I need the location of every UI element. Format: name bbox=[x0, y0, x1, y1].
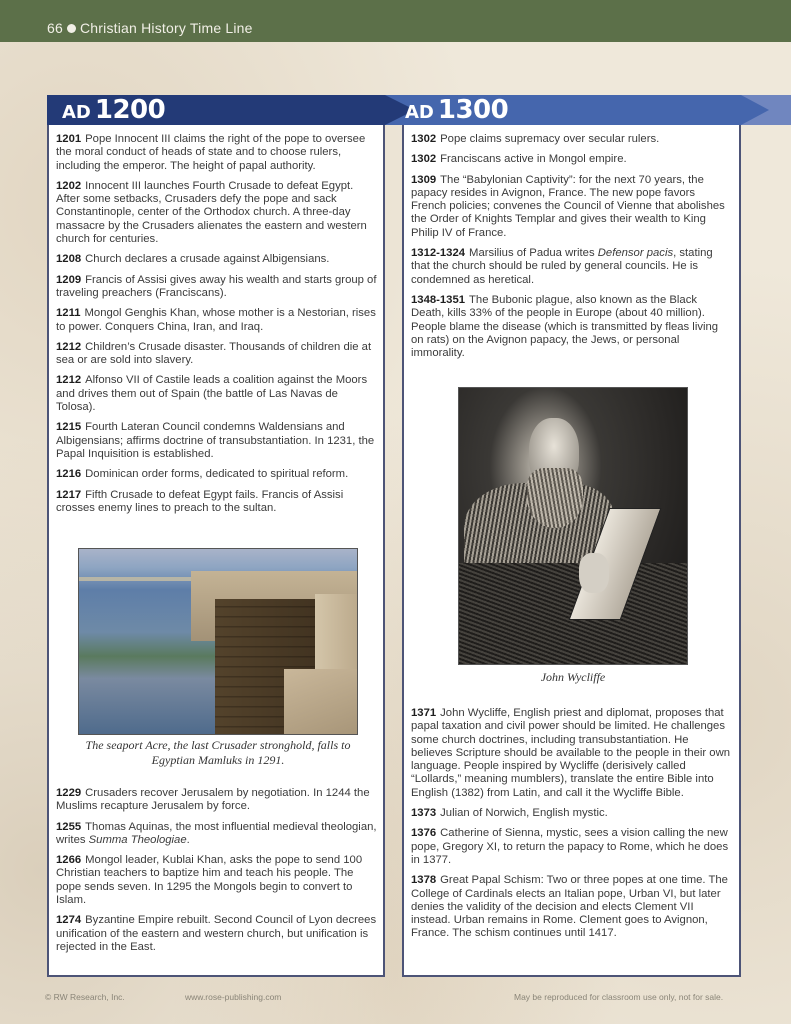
banner-arrow-1300-icon bbox=[741, 95, 769, 125]
entry-text: Mongol Genghis Khan, whose mother is a Nestorian, rises to power. Conquers China, Iran, and Iraq. bbox=[56, 307, 376, 333]
entry-text: Alfonso VII of Castile leads a coalition against the Moors and drives them out of Spain (the battle of Las Navas de Tolosa). bbox=[56, 374, 368, 414]
timeline-entry bbox=[56, 307, 377, 334]
entry-year: 1229 bbox=[56, 787, 82, 799]
timeline-entry bbox=[411, 827, 733, 867]
entry-text: Innocent III launches Fourth Crusade to defeat Egypt. After some setbacks, Crusaders defy the pope and sack Constantinople, center of the Orthodox church. A three-day massacre by the Crusaders alienates the eastern and western church for centuries. bbox=[56, 179, 367, 246]
timeline-entry bbox=[411, 247, 733, 287]
engraving-beard bbox=[527, 468, 583, 528]
entry-year: 1371 bbox=[411, 707, 437, 719]
entry-text: The Bubonic plague, also known as the Black Death, kills 33% of the people in Europe (about 40 million). People blame the disease (which is transmitted by fleas living on rats) on the Avignon papacy, the Jews, or personal immorality. bbox=[411, 293, 719, 360]
photo-horizon bbox=[79, 577, 191, 581]
footer-notice: May be reproduced for classroom use only, not for sale. bbox=[514, 992, 724, 1002]
timeline-entry bbox=[411, 707, 733, 800]
entry-text: Julian of Norwich, English mystic. bbox=[440, 807, 608, 820]
entry-text: Church declares a crusade against Albigensians. bbox=[85, 253, 330, 266]
timeline-entry bbox=[56, 421, 377, 461]
entries-1300s-top bbox=[411, 133, 733, 367]
entries-1200s-top bbox=[56, 133, 377, 522]
bullet-dot-icon bbox=[67, 24, 76, 33]
timeline-entry bbox=[411, 294, 733, 360]
timeline-entry bbox=[56, 914, 377, 954]
entry-text: , stating that the church should be ruled by general councils. He is condemned as heretical. bbox=[411, 247, 713, 286]
entry-text: Thomas Aquinas, the most influential medieval theologian, writes bbox=[56, 820, 377, 846]
entry-text: . bbox=[186, 833, 190, 846]
timeline-entry bbox=[56, 787, 377, 814]
entry-year: 1215 bbox=[56, 421, 82, 434]
entry-text: Francis of Assisi gives away his wealth and starts group of traveling preachers (Franciscans). bbox=[56, 273, 377, 299]
entry-year: 1211 bbox=[56, 307, 81, 320]
entry-year: 1373 bbox=[411, 807, 437, 820]
timeline-column-1300s bbox=[402, 125, 741, 977]
entry-year: 1212 bbox=[56, 374, 82, 387]
entry-text: Dominican order forms, dedicated to spiritual reform. bbox=[85, 468, 349, 481]
century-banner-1200 bbox=[47, 95, 385, 125]
entry-text: Franciscans active in Mongol empire. bbox=[440, 153, 627, 166]
entry-year: 1212 bbox=[56, 340, 82, 353]
entry-text: Crusaders recover Jerusalem by negotiation. In 1244 the Muslims recapture Jerusalem by force. bbox=[56, 787, 370, 813]
entries-1200s-bottom bbox=[56, 787, 377, 961]
entry-text: Children’s Crusade disaster. Thousands of children die at sea or are sold into slavery. bbox=[56, 340, 372, 367]
footer-copyright: © RW Research, Inc. bbox=[45, 992, 125, 1002]
entry-year: 1274 bbox=[56, 914, 82, 927]
entry-year: 1312-1324 bbox=[411, 247, 466, 260]
entry-text: Fourth Lateran Council condemns Waldensians and Albigensians; affirms doctrine of transubstantiation. In 1231, the Papal Inquisition is established. bbox=[56, 421, 375, 460]
timeline-entry bbox=[56, 489, 377, 516]
timeline-entry bbox=[56, 821, 377, 848]
banner-label-1300 bbox=[405, 95, 508, 128]
page-number: 66 bbox=[47, 20, 63, 36]
book-title: Christian History Time Line bbox=[79, 20, 253, 36]
entry-year: 1209 bbox=[56, 273, 82, 286]
page-header-title bbox=[47, 20, 253, 36]
entry-year: 1208 bbox=[56, 253, 82, 266]
entry-year: 1348-1351 bbox=[411, 293, 466, 306]
timeline-entry bbox=[411, 174, 733, 240]
entry-text: Catherine of Sienna, mystic, sees a vision calling the new pope, Gregory XI, to return the papacy to Rome, which he does in 1377. bbox=[411, 827, 729, 866]
entry-year: 1302 bbox=[411, 153, 437, 166]
timeline-entry bbox=[56, 468, 377, 481]
entry-text: John Wycliffe, English priest and diplomat, proposes that papal taxation and civil power should be limited. He challenges some church doctrines, including transubstantiation. He believes Scripture should be available to the people in their own language. People inspired by Wycliffe (derisively called “Lollards,” meaning mumblers), translate the entire Bible into English (1382) from Latin, and call it the Wycliffe Bible. bbox=[411, 707, 731, 799]
timeline-entry bbox=[411, 153, 733, 166]
entry-text: Mongol leader, Kublai Khan, asks the pope to send 100 Christian teachers to baptize him and teach his people. The pope sends seven. In 1295 the Mongols begin to convert to Islam. bbox=[56, 854, 363, 907]
footer-website-link[interactable]: www.rose-publishing.com bbox=[185, 992, 282, 1002]
entry-year: 1378 bbox=[411, 874, 437, 887]
timeline-entry bbox=[56, 253, 377, 266]
timeline-entry bbox=[56, 274, 377, 301]
timeline-entry bbox=[56, 180, 377, 246]
entry-year: 1266 bbox=[56, 854, 82, 867]
entry-year: 1309 bbox=[411, 173, 437, 186]
timeline-entry bbox=[411, 874, 733, 940]
timeline-entry bbox=[56, 341, 377, 368]
banner-year: 1300 bbox=[437, 95, 509, 125]
entry-year: 1302 bbox=[411, 133, 437, 145]
banner-prefix: AD bbox=[405, 102, 434, 123]
entry-text: Fifth Crusade to defeat Egypt fails. Francis of Assisi crosses enemy lines to preach to the sultan. bbox=[56, 488, 344, 514]
timeline-entry bbox=[411, 133, 733, 146]
book-title-italic: Summa Theologiae bbox=[88, 833, 187, 846]
entry-year: 1202 bbox=[56, 179, 82, 192]
timeline-entry bbox=[411, 807, 733, 820]
book-title-italic: Defensor pacis bbox=[597, 247, 674, 260]
page-header-bar bbox=[0, 0, 791, 42]
century-banner-1300 bbox=[385, 95, 741, 125]
entry-text: Great Papal Schism: Two or three popes at one time. The College of Cardinals elects an Italian pope, Urban VI, but later denies the validity of the decision and elects Clement VII instead. Urban remains in Rome. Clement goes to Avignon, France. The schism continues until 1417. bbox=[411, 874, 728, 940]
entry-year: 1217 bbox=[56, 488, 82, 501]
banner-year: 1200 bbox=[94, 95, 166, 125]
entry-year: 1201 bbox=[56, 133, 82, 145]
entry-year: 1255 bbox=[56, 820, 82, 833]
timeline-column-1200s bbox=[47, 125, 385, 977]
acre-photo-caption: The seaport Acre, the last Crusader stronghold, falls to Egyptian Mamluks in 1291. bbox=[85, 738, 351, 767]
entry-text: Byzantine Empire rebuilt. Second Council of Lyon decrees unification of the eastern and western church, but unification is rejected in the East. bbox=[56, 914, 377, 953]
entry-text: The “Babylonian Captivity”: for the next 70 years, the papacy resides in Avignon, France. The new pope favors French policies; convenes the Council of Vienne that abolishes the Order of Knights Templar and gives their wealth to King Philip IV of France. bbox=[411, 173, 725, 239]
timeline-entry bbox=[56, 854, 377, 907]
entry-year: 1376 bbox=[411, 827, 437, 840]
photo-rock bbox=[284, 669, 358, 735]
entry-year: 1216 bbox=[56, 468, 82, 481]
entry-text: Pope claims supremacy over secular rulers. bbox=[440, 133, 660, 145]
entries-1300s-bottom bbox=[411, 707, 733, 948]
banner-label-1200 bbox=[62, 95, 165, 128]
banner-prefix: AD bbox=[62, 102, 91, 123]
entry-text: Pope Innocent III claims the right of the pope to oversee the moral conduct of heads of state and to choose rulers, including the emperor. The height of papal authority. bbox=[56, 133, 366, 172]
john-wycliffe-engraving bbox=[458, 387, 688, 665]
wycliffe-photo-caption: John Wycliffe bbox=[540, 670, 606, 684]
engraving-hand bbox=[579, 553, 609, 593]
timeline-entry bbox=[56, 133, 377, 173]
entry-text: Marsilius of Padua writes bbox=[469, 247, 598, 260]
timeline-entry bbox=[56, 374, 377, 414]
acre-seaport-photo bbox=[78, 548, 358, 735]
